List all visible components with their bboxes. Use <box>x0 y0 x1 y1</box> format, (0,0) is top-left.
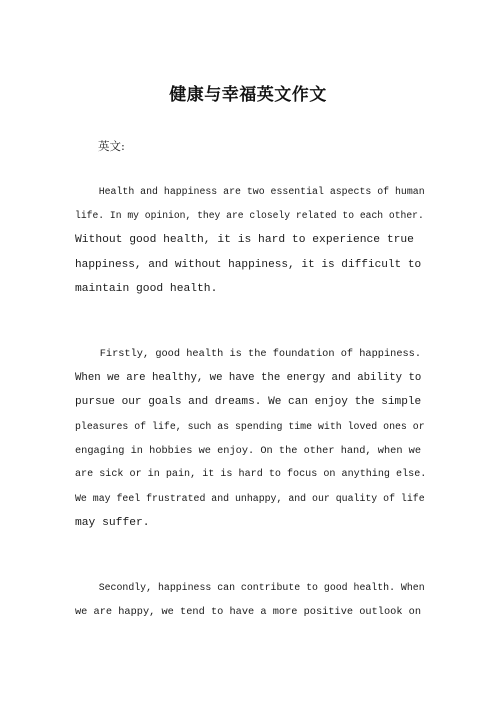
paragraph-line: pursue our goals and dreams. We can enjoy the simple <box>75 396 422 409</box>
paragraph-line: Secondly, happiness can contribute to good health. When <box>75 582 425 593</box>
paragraph-line: engaging in hobbies we enjoy. On the other hand, when we <box>75 444 422 457</box>
paragraph-1 <box>75 180 427 301</box>
paragraph-line: life. In my opinion, they are closely related to each other. <box>75 210 424 222</box>
paragraph-line: we are happy, we tend to have a more positive outlook on <box>75 606 422 619</box>
paragraph-line: When we are healthy, we have the energy and ability to <box>75 372 422 385</box>
paragraph-line: are sick or in pain, it is hard to focus on anything else. <box>75 468 427 480</box>
paragraph-line: Without good health, it is hard to experience true <box>75 234 414 247</box>
paragraph-line: may suffer. <box>75 517 150 530</box>
paragraph-line: maintain good health. <box>75 282 218 295</box>
document-title: 健康与幸福英文作文 <box>169 85 327 105</box>
paragraph-line: pleasures of life, such as spending time with loved ones or <box>75 420 425 432</box>
paragraph-line: Firstly, good health is the foundation of happiness. <box>75 348 422 360</box>
section-label: 英文: <box>98 139 125 153</box>
paragraph-3 <box>75 576 427 624</box>
paragraph-2 <box>75 342 427 536</box>
paragraph-line: Health and happiness are two essential aspects of human <box>75 186 425 197</box>
paragraph-line: We may feel frustrated and unhappy, and our quality of life <box>75 493 425 505</box>
paragraph-line: happiness, and without happiness, it is difficult to <box>75 258 422 271</box>
